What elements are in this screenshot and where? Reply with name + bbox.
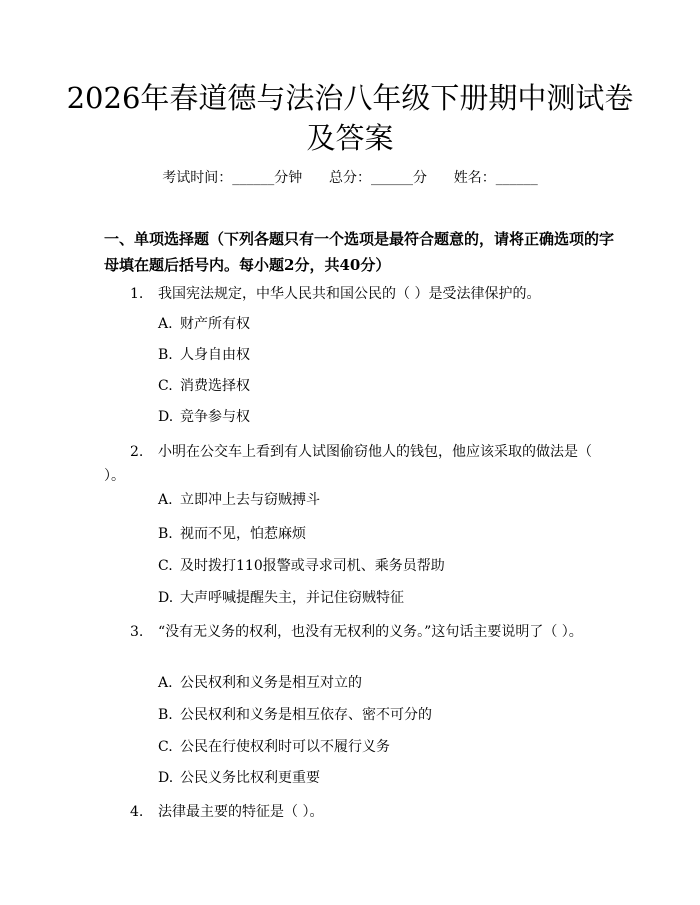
- option-letter: B.: [158, 347, 173, 363]
- option-letter: D.: [158, 590, 174, 606]
- question-1-option-a: [158, 314, 598, 334]
- question-3-option-a: [158, 673, 598, 693]
- option-text: 人身自由权: [180, 347, 250, 363]
- question-1-option-c: [158, 376, 598, 396]
- question-3-option-d: [158, 768, 598, 788]
- question-2-option-d: [158, 588, 598, 608]
- question-2-option-b: [158, 524, 598, 544]
- option-letter: C.: [158, 739, 173, 755]
- option-letter: C.: [158, 558, 173, 574]
- option-letter: B.: [158, 707, 173, 723]
- option-letter: A.: [158, 492, 173, 508]
- question-text: 我国宪法规定，中华人民共和国公民的（ ）是受法律保护的。: [158, 286, 541, 302]
- option-text: 竞争参与权: [180, 409, 250, 425]
- option-letter: C.: [158, 378, 173, 394]
- option-text: 公民权利和义务是相互依存、密不可分的: [180, 707, 432, 723]
- option-text: 及时拨打110报警或寻求司机、乘务员帮助: [180, 558, 445, 574]
- option-letter: D.: [158, 770, 174, 786]
- option-letter: A.: [158, 316, 173, 332]
- option-letter: A.: [158, 675, 173, 691]
- question-1: [104, 282, 614, 306]
- question-4: [104, 800, 614, 824]
- option-text: 公民在行使权利时可以不履行义务: [180, 739, 390, 755]
- question-2-option-c: [158, 556, 598, 576]
- question-3: [104, 620, 614, 644]
- question-1-option-d: [158, 407, 598, 427]
- question-1-option-b: [158, 345, 598, 365]
- question-text: “没有无义务的权利，也没有无权利的义务。”这句话主要说明了（ ）。: [158, 624, 583, 640]
- question-text: 法律最主要的特征是（ ）。: [158, 804, 324, 820]
- question-3-option-c: [158, 737, 598, 757]
- exam-info-line: 考试时间：______分钟 总分：______分 姓名：______: [162, 170, 538, 186]
- section-heading: 一、单项选择题（下列各题只有一个选项是最符合题意的，请将正确选项的字母填在题后括号内。每小题2分，共40分）: [104, 230, 615, 274]
- question-3-option-b: [158, 705, 598, 725]
- question-text: 小明在公交车上看到有人试图偷窃他人的钱包，他应该采取的做法是（ ）。: [104, 444, 592, 484]
- question-number: 1.: [130, 286, 144, 302]
- page-title: 2026年春道德与法治八年级下册期中测试卷及答案: [66, 81, 634, 155]
- option-letter: D.: [158, 409, 174, 425]
- question-2-option-a: [158, 490, 598, 510]
- option-text: 视而不见，怕惹麻烦: [180, 526, 306, 542]
- option-letter: B.: [158, 526, 173, 542]
- question-number: 2.: [130, 444, 144, 460]
- option-text: 大声呼喊提醒失主，并记住窃贼特征: [180, 590, 404, 606]
- question-number: 4.: [130, 804, 144, 820]
- option-text: 公民权利和义务是相互对立的: [180, 675, 362, 691]
- option-text: 立即冲上去与窃贼搏斗: [180, 492, 320, 508]
- option-text: 财产所有权: [180, 316, 250, 332]
- option-text: 消费选择权: [180, 378, 250, 394]
- question-number: 3.: [130, 624, 144, 640]
- option-text: 公民义务比权利更重要: [180, 770, 320, 786]
- question-2: [104, 440, 614, 488]
